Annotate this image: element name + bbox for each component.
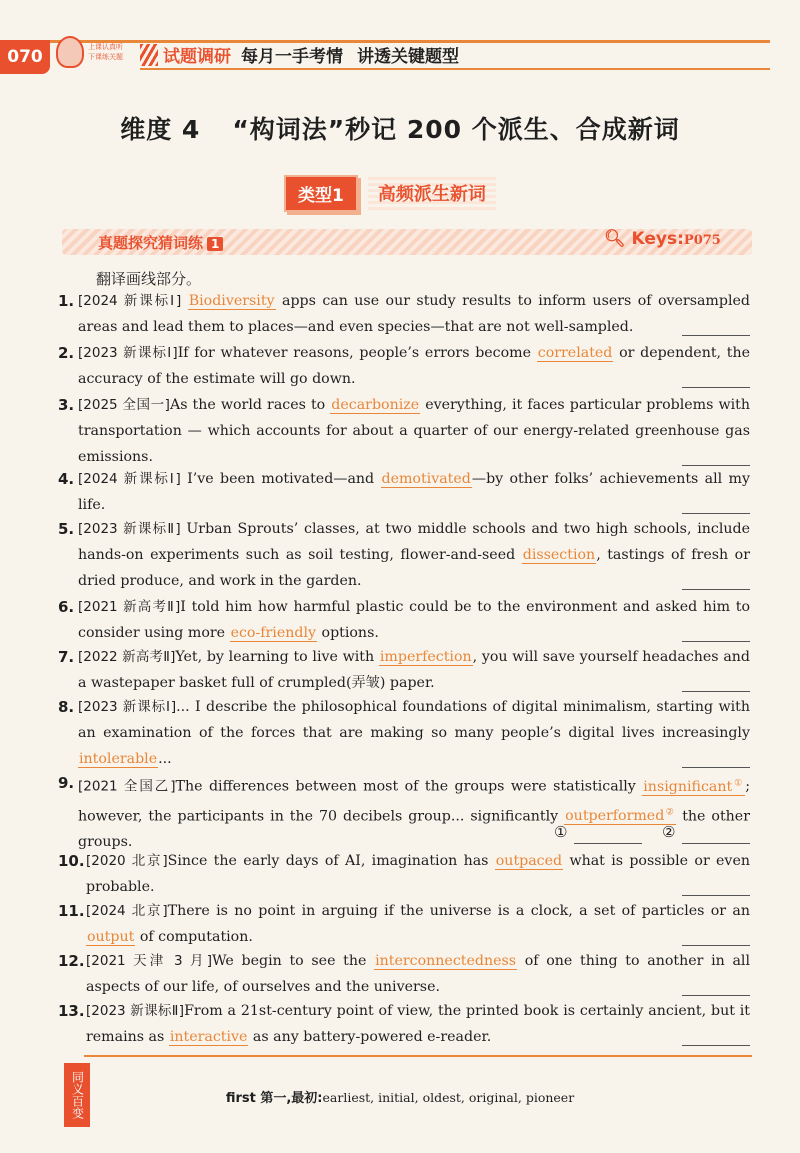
section-number: 1 (207, 237, 223, 251)
highlighted-word: imperfection (379, 649, 472, 665)
answer-blank-2[interactable] (682, 843, 750, 844)
highlighted-word: demotivated (381, 471, 471, 487)
dimension-heading: “构词法”秒记 200 个派生、合成新词 (232, 115, 680, 144)
highlighted-word: correlated (537, 345, 613, 361)
answer-blank[interactable] (682, 641, 750, 642)
list-item: 3. [2025 全国一]As the world races to decarbonize everything, it faces particular problems with transportation — which accounts for about a quarter of our energy-related greenhouse gas emissions. (58, 396, 750, 465)
stripes-icon (140, 44, 158, 66)
highlighted-word: eco-friendly (230, 625, 317, 641)
list-item: 8. [2023 新课标Ⅰ]... I describe the philosophical foundations of digital minimalism, starting with an examination of the forces that are making so many people’s digital lives increasingly intolerable... (58, 698, 750, 767)
page-number: 070 (0, 40, 50, 74)
answer-blank[interactable] (682, 767, 750, 768)
footer-rule (84, 1055, 752, 1057)
list-item: 1. [2024 新课标Ⅰ] Biodiversity apps can use our study results to inform users of oversampled areas and lead them to places—and even species—that are not well-sampled. (58, 292, 750, 335)
answer-blank[interactable] (682, 945, 750, 946)
blank-label-2: ② (662, 823, 676, 841)
list-item: 13. [2023 新课标Ⅱ]From a 21st-century point of view, the printed book is certainly ancient, but it remains as interactive as any battery-powered e-reader. (58, 1002, 751, 1045)
answer-blank[interactable] (682, 335, 750, 336)
highlighted-word: decarbonize (331, 397, 420, 413)
highlighted-word: intolerable (79, 751, 158, 767)
list-item: 10. [2020 北京]Since the early days of AI, imagination has outpaced what is possible or even probable. (58, 852, 750, 895)
footer-word: first (225, 1091, 256, 1106)
footer-meaning: 第一,最初: (255, 1091, 323, 1106)
list-item: 5. [2023 新课标Ⅱ] Urban Sprouts’ classes, at two middle schools and two high schools, include hands-on experiments such as soil testing, flower-and-seed dissection, tastings of fresh or dried produce, and work in the garden. (58, 520, 751, 589)
highlighted-word: Biodiversity (188, 293, 275, 309)
type-name: 高频派生新词 (368, 176, 496, 210)
list-item: 7. [2022 新高考Ⅱ]Yet, by learning to live with imperfection, you will save yourself headaches and a wastepaper basket full of crumpled(弄皱) paper. (58, 648, 750, 691)
answer-blank[interactable] (682, 1045, 750, 1046)
list-item: 4. [2024 新课标Ⅰ] I’ve been motivated—and demotivated—by other folks’ achievements all my life. (58, 470, 751, 513)
header-title (163, 42, 459, 67)
list-item: 9. [2021 全国乙]The differences between most of the groups were statistically insignificant①; however, the participants in the 70 decibels group... significantly outperformed② the other groups. ① ② (58, 774, 750, 851)
synonym-tab: 同义百变 (64, 1063, 90, 1127)
highlighted-word: interactive (169, 1029, 248, 1045)
mascot-text: 上课认真听 下课练关题 (88, 43, 123, 61)
series-name: 试题调研 (163, 47, 231, 67)
highlighted-word: interconnectedness (375, 953, 517, 969)
type-tag: 类型1 (284, 175, 358, 212)
highlighted-word: dissection (522, 547, 596, 563)
list-item: 11. [2024 北京]There is no point in arguing if the universe is a clock, a set of particles or an output of computation. (58, 902, 750, 945)
answer-key-ref: 🔍︎ Keys:P075 (604, 229, 721, 249)
answer-blank-1[interactable] (574, 843, 642, 844)
answer-blank[interactable] (682, 895, 750, 896)
answer-blank[interactable] (682, 995, 750, 996)
search-icon: 🔍︎ (604, 229, 626, 249)
mascot-icon (56, 36, 84, 68)
answer-blank[interactable] (682, 589, 750, 590)
answer-blank[interactable] (682, 691, 750, 692)
answer-blank[interactable] (682, 513, 750, 514)
footer-synonym-list: earliest, initial, oldest, original, pioneer (322, 1090, 575, 1105)
list-item: 6. [2021 新高考Ⅱ]I told him how harmful plastic could be to the environment and asked him to consider using more eco-friendly options. (58, 598, 751, 641)
slogan-2: 讲透关键题型 (357, 47, 459, 67)
highlighted-word: insignificant① (643, 778, 745, 795)
highlighted-word: outpaced (495, 853, 563, 869)
slogan-1: 每月一手考情 (241, 47, 343, 67)
dimension-label: 维度 4 (120, 115, 201, 144)
dimension-title (0, 110, 800, 146)
list-item: 12. [2021 天津 3 月]We begin to see the interconnectedness of one thing to another in all aspects of our life, of ourselves and the universe. (58, 952, 751, 995)
section-label: 真题探究猜词练 1 (98, 232, 223, 253)
highlighted-word: outperformed② (565, 807, 676, 825)
footer-synonyms (0, 1087, 800, 1106)
instruction: 翻译画线部分。 (96, 270, 202, 288)
list-item: 2. [2023 新课标Ⅰ]If for whatever reasons, people’s errors become correlated or dependent, the accuracy of the estimate will go down. (58, 344, 750, 387)
answer-blank[interactable] (682, 387, 750, 388)
type-banner (284, 176, 496, 210)
highlighted-word: output (87, 929, 135, 945)
blank-label-1: ① (554, 823, 568, 841)
header-underline (140, 68, 770, 70)
